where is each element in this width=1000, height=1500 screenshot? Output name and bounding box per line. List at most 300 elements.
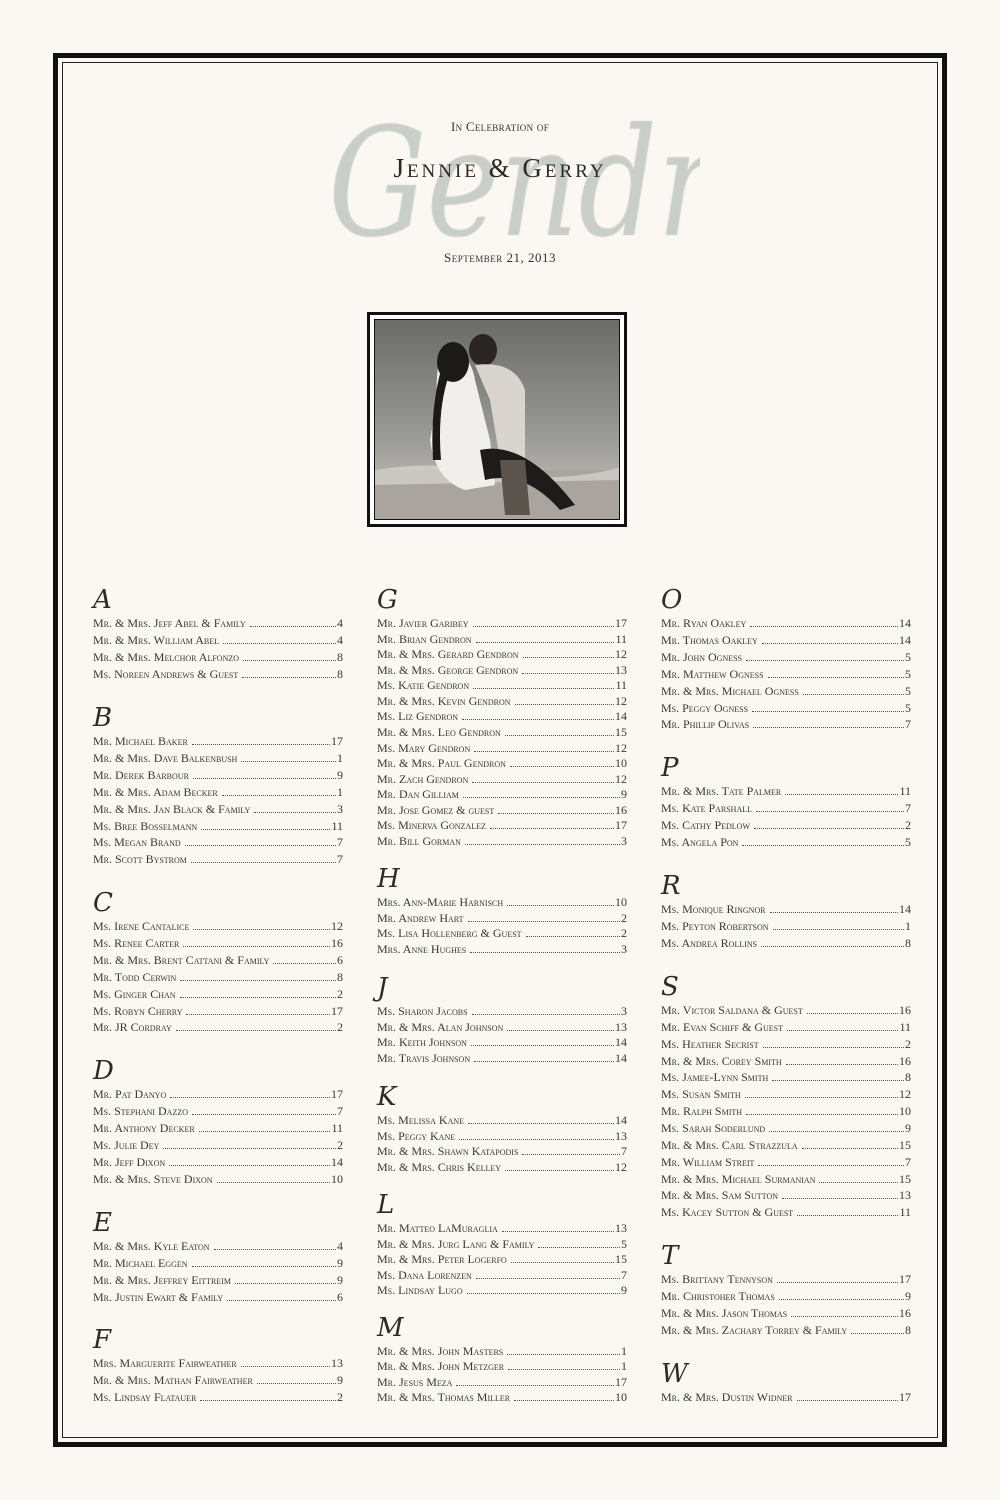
table-number: 6 xyxy=(337,1290,343,1304)
guest-row xyxy=(661,818,911,833)
guest-row xyxy=(661,1172,911,1187)
table-number: 8 xyxy=(905,1323,911,1337)
guest-row xyxy=(661,1188,911,1203)
group-letter: L xyxy=(377,1190,395,1220)
dot-leader xyxy=(777,1281,898,1283)
guest-name: Ms. Renee Carter xyxy=(93,935,180,950)
guest-row xyxy=(661,1087,911,1102)
guest-row xyxy=(377,725,627,740)
table-number: 12 xyxy=(615,693,627,708)
guest-name: Mr. & Mrs. Carl Strazzula xyxy=(661,1137,798,1152)
guest-name: Mr. Todd Cerwin xyxy=(93,969,177,984)
dot-leader xyxy=(473,687,614,689)
guest-name: Mr. Matteo LaMuraglia xyxy=(377,1221,498,1235)
dot-leader xyxy=(768,676,904,678)
guest-name: Mr. & Mrs. Shawn Katapodis xyxy=(377,1144,519,1159)
table-number: 16 xyxy=(615,802,627,817)
dot-leader xyxy=(791,1315,898,1317)
event-date: September 21, 2013 xyxy=(444,250,556,265)
guest-name: Ms. Cathy Pedlow xyxy=(661,817,751,832)
guest-name: Mr. & Mrs. Leo Gendron xyxy=(377,724,501,739)
table-number: 14 xyxy=(615,709,627,724)
group-letter: O xyxy=(661,585,683,615)
dot-leader xyxy=(787,1029,898,1031)
guest-row xyxy=(661,801,911,816)
dot-leader xyxy=(186,1013,330,1015)
dot-leader xyxy=(779,1298,904,1300)
guest-name: Mr. & Mrs. Dustin Widner xyxy=(661,1390,793,1404)
guest-row xyxy=(93,1020,343,1035)
guest-name: Ms. Sarah Soderlund xyxy=(661,1120,766,1135)
guest-row xyxy=(377,663,627,678)
table-number: 17 xyxy=(615,1374,627,1389)
guest-name: Mr. Thomas Oakley xyxy=(661,632,758,647)
table-number: 1 xyxy=(337,784,343,799)
guest-name: Mr. & Mrs. Steve Dixon xyxy=(93,1172,213,1186)
guest-row xyxy=(377,647,627,662)
dot-leader xyxy=(273,962,336,964)
table-number: 8 xyxy=(905,1070,911,1085)
guest-name: Ms. Lisa Hollenberg & Guest xyxy=(377,926,522,941)
dot-leader xyxy=(193,777,336,779)
table-number: 11 xyxy=(899,1205,911,1220)
guest-row xyxy=(661,701,911,716)
guest-name: Mr. & Mrs. Chris Kelley xyxy=(377,1160,502,1175)
table-number: 8 xyxy=(337,969,343,984)
guest-row xyxy=(377,1268,627,1283)
guest-name: Mr. Phillip Olivas xyxy=(661,717,750,732)
dot-leader xyxy=(522,672,614,674)
dot-leader xyxy=(507,1353,620,1355)
dot-leader xyxy=(797,1214,898,1216)
guest-row xyxy=(377,756,627,771)
dot-leader xyxy=(754,827,904,829)
guest-row xyxy=(93,802,343,817)
table-number: 14 xyxy=(615,1051,627,1066)
dot-leader xyxy=(505,1169,614,1171)
guest-row xyxy=(93,1239,343,1254)
guest-name: Mr. Matthew Ogness xyxy=(661,666,764,681)
table-number: 10 xyxy=(615,895,627,909)
guest-row xyxy=(377,1375,627,1390)
table-number: 12 xyxy=(615,740,627,755)
guest-name: Mr. & Mrs. Peter Logerfo xyxy=(377,1252,507,1267)
table-number: 4 xyxy=(337,1239,343,1253)
guest-name: Mr. Pat Danyo xyxy=(93,1087,167,1101)
table-number: 7 xyxy=(337,852,343,867)
guest-name: Mr. & Mrs. Paul Gendron xyxy=(377,756,506,771)
table-number: 12 xyxy=(615,771,627,786)
guest-row xyxy=(661,684,911,699)
table-number: 14 xyxy=(615,1035,627,1050)
table-number: 1 xyxy=(621,1344,627,1358)
group-letter: J xyxy=(377,973,388,1003)
dot-leader xyxy=(199,1130,331,1132)
dot-leader xyxy=(819,1181,898,1183)
table-number: 7 xyxy=(337,835,343,850)
dot-leader xyxy=(770,911,898,913)
table-number: 14 xyxy=(899,616,911,630)
dot-leader xyxy=(254,811,336,813)
table-number: 11 xyxy=(615,678,627,693)
table-number: 4 xyxy=(337,616,343,630)
guest-name: Mr. Ryan Oakley xyxy=(661,616,747,630)
table-number: 11 xyxy=(331,818,343,833)
guest-row xyxy=(377,803,627,818)
table-number: 14 xyxy=(331,1155,343,1169)
guest-name: Mr. Christoher Thomas xyxy=(661,1289,775,1303)
dot-leader xyxy=(193,928,330,930)
dot-leader xyxy=(769,1130,904,1132)
dot-leader xyxy=(180,979,336,981)
guest-name: Mr. & Mrs. Adam Becker xyxy=(93,784,218,799)
guest-name: Mr. Michael Baker xyxy=(93,734,188,748)
group-letter: P xyxy=(661,753,679,783)
guest-row xyxy=(93,970,343,985)
dot-leader xyxy=(472,781,614,783)
table-number: 3 xyxy=(337,801,343,816)
table-number: 4 xyxy=(337,632,343,647)
guest-name: Mr. & Mrs. Corey Smith xyxy=(661,1053,782,1068)
table-number: 16 xyxy=(331,935,343,950)
guest-name: Mrs. Anne Hughes xyxy=(377,942,467,957)
group-letter: D xyxy=(93,1056,114,1086)
guest-row xyxy=(93,1373,343,1388)
table-number: 10 xyxy=(899,1104,911,1119)
celebration-heading: In Celebration of xyxy=(450,119,550,134)
dot-leader xyxy=(462,718,614,720)
dot-leader xyxy=(250,625,336,627)
table-number: 10 xyxy=(331,1172,343,1186)
table-number: 13 xyxy=(331,1356,343,1370)
guest-name: Ms. Julie Dey xyxy=(93,1138,160,1152)
table-number: 5 xyxy=(621,1236,627,1251)
dot-leader xyxy=(507,1029,614,1031)
table-number: 17 xyxy=(615,818,627,833)
dot-leader xyxy=(456,1384,614,1386)
table-number: 12 xyxy=(899,1087,911,1102)
table-number: 9 xyxy=(905,1120,911,1135)
guest-row xyxy=(93,1273,343,1288)
table-number: 9 xyxy=(621,787,627,802)
guest-name: Mr. & Mrs. Zachary Torrey & Family xyxy=(661,1323,848,1337)
guest-row xyxy=(377,632,627,647)
dot-leader xyxy=(463,796,620,798)
guest-row xyxy=(661,1306,911,1321)
guest-name: Mr. & Mrs. Michael Ogness xyxy=(661,683,799,698)
guest-row xyxy=(377,1020,627,1035)
table-number: 9 xyxy=(337,1273,343,1287)
guest-name: Ms. Peggy Kane xyxy=(377,1128,456,1143)
dot-leader xyxy=(851,1332,904,1334)
table-number: 1 xyxy=(337,750,343,765)
guest-name: Mr. & Mrs. Kevin Gendron xyxy=(377,693,511,708)
guest-row xyxy=(377,1221,627,1236)
table-number: 1 xyxy=(905,918,911,933)
guest-row xyxy=(93,785,343,800)
table-number: 17 xyxy=(899,1272,911,1286)
couple-names: Jennie & Gerry xyxy=(393,153,607,183)
table-number: 16 xyxy=(899,1053,911,1068)
dot-leader xyxy=(476,1277,620,1279)
table-number: 2 xyxy=(337,1390,343,1404)
dot-leader xyxy=(507,904,614,906)
table-number: 2 xyxy=(621,910,627,925)
guest-row xyxy=(377,1390,627,1405)
guest-row xyxy=(661,1272,911,1287)
guest-name: Ms. Sharon Jacobs xyxy=(377,1004,468,1018)
table-number: 5 xyxy=(905,683,911,698)
guest-name: Ms. Liz Gendron xyxy=(377,709,458,724)
table-number: 16 xyxy=(899,1306,911,1320)
guest-name: Ms. Ginger Chan xyxy=(93,986,176,1001)
table-number: 11 xyxy=(899,784,911,798)
guest-row xyxy=(661,616,911,631)
table-number: 2 xyxy=(905,817,911,832)
guest-name: Mr. & Mrs. Jason Thomas xyxy=(661,1306,788,1320)
guest-name: Ms. Lindsay Lugo xyxy=(377,1283,463,1298)
guest-row xyxy=(661,1121,911,1136)
guest-row xyxy=(661,1155,911,1170)
dot-leader xyxy=(510,765,614,767)
table-number: 7 xyxy=(905,800,911,815)
guest-row xyxy=(93,1121,343,1136)
table-number: 17 xyxy=(615,616,627,630)
guest-name: Mr. Evan Schiff & Guest xyxy=(661,1019,783,1034)
dot-leader xyxy=(183,945,330,947)
group-letter: H xyxy=(377,864,400,894)
dot-leader xyxy=(176,1029,336,1031)
dot-leader xyxy=(185,844,336,846)
table-number: 2 xyxy=(337,1138,343,1152)
guest-name: Mr. & Mrs. Mathan Fairweather xyxy=(93,1373,253,1387)
dot-leader xyxy=(459,1138,614,1140)
guest-name: Mr. Dan Gilliam xyxy=(377,787,459,802)
guest-row xyxy=(661,633,911,648)
guest-name: Mr. & Mrs. Gerard Gendron xyxy=(377,647,519,662)
guest-row xyxy=(93,616,343,631)
guest-name: Ms. Brittany Tennyson xyxy=(661,1272,773,1286)
guest-name: Ms. Lindsay Flatauer xyxy=(93,1390,197,1404)
guest-name: Ms. Katie Gendron xyxy=(377,678,470,693)
guest-row xyxy=(377,1359,627,1374)
dot-leader xyxy=(235,1282,336,1284)
guest-row xyxy=(661,902,911,917)
table-number: 5 xyxy=(905,649,911,664)
guest-row xyxy=(661,1104,911,1119)
table-number: 5 xyxy=(905,700,911,715)
table-number: 15 xyxy=(615,724,627,739)
dot-leader xyxy=(227,1299,336,1301)
guest-name: Mr. & Mrs. Melchor Alfonzo xyxy=(93,649,240,664)
guest-name: Mr. & Mrs. Sam Sutton xyxy=(661,1188,778,1203)
table-number: 17 xyxy=(331,1003,343,1018)
guest-name: Ms. Kate Parshall xyxy=(661,800,753,815)
guest-row xyxy=(661,650,911,665)
table-number: 8 xyxy=(905,935,911,950)
table-number: 15 xyxy=(899,1137,911,1152)
group-letter: T xyxy=(661,1241,679,1271)
guest-row xyxy=(93,1256,343,1271)
dot-leader xyxy=(756,810,904,812)
group-letter: C xyxy=(93,888,113,918)
guest-row xyxy=(661,1054,911,1069)
guest-name: Ms. Jamee-Lynn Smith xyxy=(661,1070,769,1085)
dot-leader xyxy=(200,1399,336,1401)
table-number: 14 xyxy=(899,902,911,916)
guest-name: Mr. Keith Johnson xyxy=(377,1035,467,1050)
guest-row xyxy=(661,1205,911,1220)
table-number: 2 xyxy=(621,926,627,941)
dot-leader xyxy=(180,996,336,998)
guest-row xyxy=(93,1138,343,1153)
guest-name: Ms. Melissa Kane xyxy=(377,1113,465,1127)
guest-name: Ms. Heather Secrist xyxy=(661,1036,759,1051)
dot-leader xyxy=(474,750,614,752)
guest-name: Ms. Robyn Cherry xyxy=(93,1003,183,1018)
table-number: 9 xyxy=(337,767,343,782)
table-number: 13 xyxy=(615,1128,627,1143)
guest-row xyxy=(661,1020,911,1035)
guest-name: Mr. Javier Garibey xyxy=(377,616,469,630)
dot-leader xyxy=(214,1248,336,1250)
guest-row xyxy=(93,751,343,766)
dot-leader xyxy=(476,641,615,643)
group-letter: R xyxy=(661,871,681,901)
guest-row xyxy=(377,694,627,709)
guest-row xyxy=(377,741,627,756)
guest-row xyxy=(93,667,343,682)
table-number: 10 xyxy=(615,756,627,771)
dot-leader xyxy=(785,793,898,795)
guest-row xyxy=(93,1356,343,1371)
guest-row xyxy=(377,1051,627,1066)
dot-leader xyxy=(467,1292,620,1294)
guest-name: Mr. Travis Johnson xyxy=(377,1051,471,1066)
dot-leader xyxy=(502,1230,614,1232)
guest-name: Mr. Bill Gorman xyxy=(377,833,461,848)
dot-leader xyxy=(242,676,336,678)
guest-row xyxy=(377,911,627,926)
guest-row xyxy=(661,1070,911,1085)
table-number: 12 xyxy=(615,1160,627,1175)
group-letter: W xyxy=(661,1359,688,1389)
dot-leader xyxy=(498,812,614,814)
dot-leader xyxy=(192,743,330,745)
dot-leader xyxy=(807,1012,898,1014)
guest-name: Mr. Justin Ewart & Family xyxy=(93,1290,224,1304)
table-number: 13 xyxy=(615,1019,627,1034)
dot-leader xyxy=(797,1399,898,1401)
dot-leader xyxy=(752,710,904,712)
guest-name: Mr. Victor Saldana & Guest xyxy=(661,1003,803,1017)
guest-name: Mr. & Mrs. Thomas Miller xyxy=(377,1390,511,1405)
guest-row xyxy=(93,734,343,749)
guest-name: Mr. John Ogness xyxy=(661,649,743,664)
dot-leader xyxy=(526,935,620,937)
table-number: 5 xyxy=(905,666,911,681)
group-letter: S xyxy=(661,972,679,1002)
dot-leader xyxy=(163,1147,336,1149)
dot-leader xyxy=(257,1382,336,1384)
guest-name: Ms. Angela Pon xyxy=(661,834,739,849)
table-number: 16 xyxy=(899,1003,911,1017)
guest-row xyxy=(93,1390,343,1405)
table-number: 7 xyxy=(905,717,911,732)
table-number: 15 xyxy=(899,1171,911,1186)
table-number: 17 xyxy=(899,1390,911,1404)
guest-row xyxy=(377,787,627,802)
dot-leader xyxy=(505,734,614,736)
guest-name: Ms. Noreen Andrews & Guest xyxy=(93,666,239,681)
dot-leader xyxy=(223,642,336,644)
dot-leader xyxy=(192,1265,336,1267)
table-number: 17 xyxy=(331,734,343,748)
guest-row xyxy=(93,1087,343,1102)
dot-leader xyxy=(473,625,614,627)
guest-name: Mr. & Mrs. Dave Balkenbush xyxy=(93,750,238,765)
table-number: 8 xyxy=(337,649,343,664)
guest-name: Ms. Megan Brand xyxy=(93,835,181,850)
guest-row xyxy=(377,1144,627,1159)
guest-row xyxy=(377,616,627,631)
guest-name: Mr. Jose Gomez & guest xyxy=(377,802,495,817)
guest-row xyxy=(93,633,343,648)
table-number: 2 xyxy=(905,1036,911,1051)
guest-name: Mr. & Mrs. Alan Johnson xyxy=(377,1019,504,1034)
dot-leader xyxy=(763,1046,904,1048)
guest-name: Mr. Derek Barbour xyxy=(93,767,189,782)
dot-leader xyxy=(750,625,898,627)
guest-row xyxy=(661,1138,911,1153)
table-number: 8 xyxy=(337,666,343,681)
guest-name: Ms. Bree Bosselmann xyxy=(93,818,198,833)
dot-leader xyxy=(217,1181,330,1183)
guest-row xyxy=(377,1129,627,1144)
guest-row xyxy=(377,1035,627,1050)
table-number: 9 xyxy=(337,1373,343,1387)
dot-leader xyxy=(802,1147,898,1149)
dot-leader xyxy=(522,1153,620,1155)
table-number: 13 xyxy=(615,1221,627,1235)
guest-row xyxy=(93,953,343,968)
dot-leader xyxy=(468,1122,614,1124)
table-number: 12 xyxy=(615,647,627,662)
table-number: 15 xyxy=(615,1252,627,1267)
table-number: 13 xyxy=(899,1188,911,1203)
table-number: 11 xyxy=(615,631,627,646)
dot-leader xyxy=(243,659,336,661)
guest-name: Mr. & Mrs. Michael Surmanian xyxy=(661,1171,816,1186)
guest-row xyxy=(661,667,911,682)
group-letter: F xyxy=(93,1325,112,1355)
guest-row xyxy=(93,919,343,934)
guest-name: Mr. & Mrs. Tate Palmer xyxy=(661,784,782,798)
dot-leader xyxy=(786,1063,898,1065)
dot-leader xyxy=(191,861,336,863)
guest-row xyxy=(377,1004,627,1019)
dot-leader xyxy=(753,726,904,728)
dot-leader xyxy=(758,1164,904,1166)
guest-name: Mr. & Mrs. William Abel xyxy=(93,632,220,647)
guest-row xyxy=(93,768,343,783)
table-number: 7 xyxy=(621,1144,627,1159)
photo-frame xyxy=(367,312,627,527)
guest-row xyxy=(661,717,911,732)
dot-leader xyxy=(468,920,620,922)
dot-leader xyxy=(514,1399,614,1401)
guest-row xyxy=(93,1004,343,1019)
